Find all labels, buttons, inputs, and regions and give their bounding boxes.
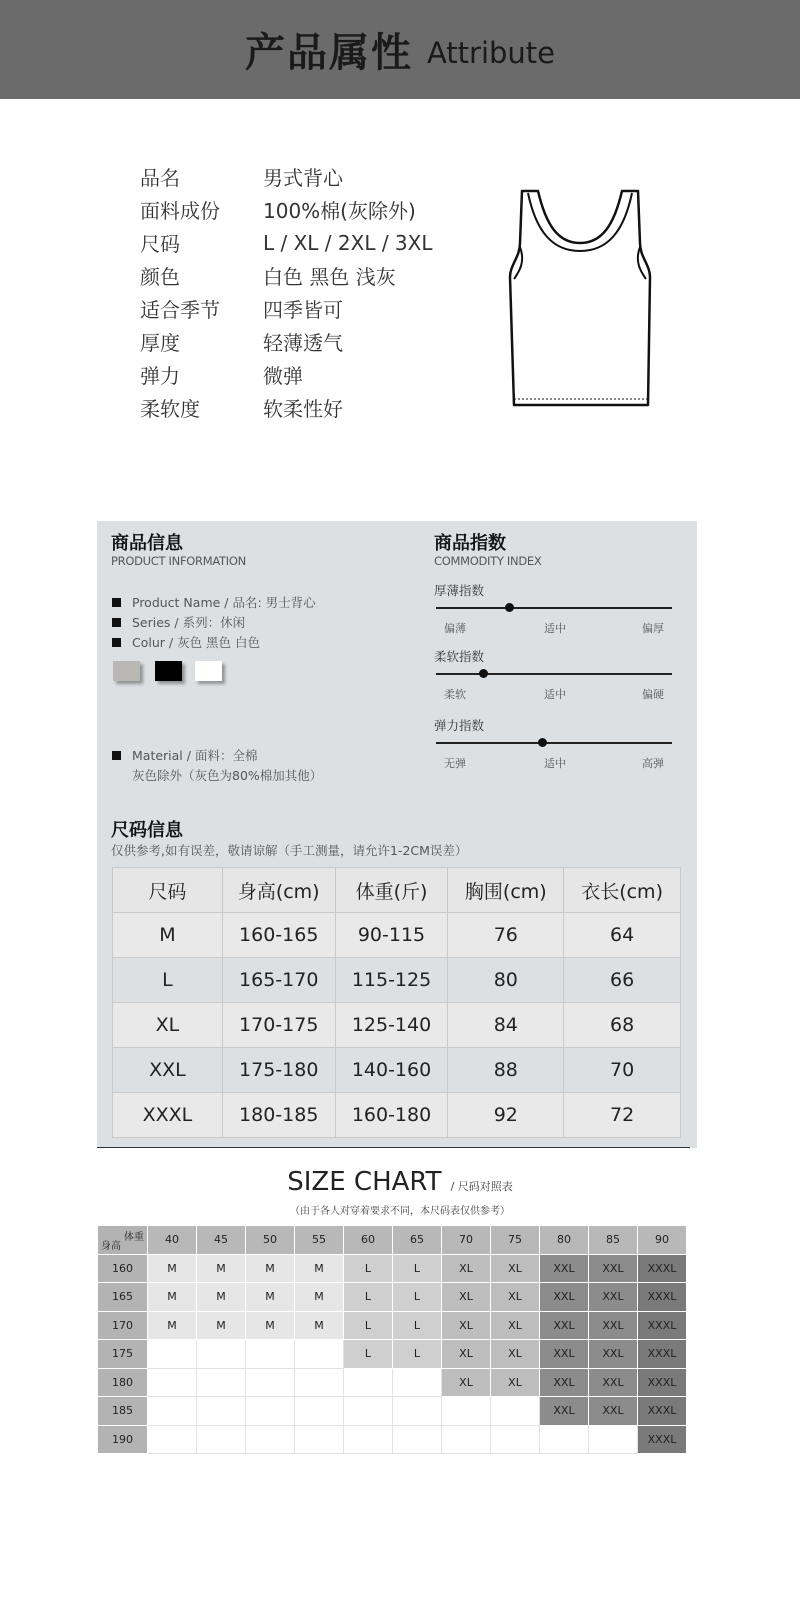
size-info-table xyxy=(112,867,681,1138)
size-chart-cell: XXL xyxy=(540,1368,589,1397)
bullet-square xyxy=(112,598,121,607)
bullet-square xyxy=(112,638,121,647)
size-chart-cell: M xyxy=(197,1311,246,1340)
size-table-row xyxy=(113,958,681,1003)
weight-header: 50 xyxy=(246,1226,295,1255)
size-chart-cell: M xyxy=(246,1254,295,1283)
swatch-white xyxy=(195,661,222,681)
size-chart-cell: XL xyxy=(442,1254,491,1283)
size-chart-cell: L xyxy=(393,1254,442,1283)
size-chart-cell xyxy=(246,1340,295,1369)
size-table-cell: 160-165 xyxy=(222,913,335,958)
size-table-cell: XL xyxy=(113,1003,223,1048)
index-level-marker xyxy=(479,669,488,678)
height-header: 185 xyxy=(98,1397,148,1426)
bullet-square xyxy=(112,618,121,627)
size-chart-cell: XXXL xyxy=(638,1311,687,1340)
size-chart-cell xyxy=(393,1368,442,1397)
size-chart-cell: XL xyxy=(491,1283,540,1312)
size-chart-cell: M xyxy=(295,1311,344,1340)
product-info-title: 商品信息 xyxy=(111,533,183,554)
corner-weight-label: 体重 xyxy=(124,1232,144,1243)
size-chart-cell: XXXL xyxy=(638,1397,687,1426)
index-scale-label: 偏硬 xyxy=(642,688,664,701)
size-table-cell: 92 xyxy=(448,1093,564,1138)
index-scale-line xyxy=(436,673,672,675)
size-table-header: 胸围(cm) xyxy=(448,868,564,913)
size-info-note: 仅供参考,如有误差，敬请谅解（手工测量，请允许1-2CM误差） xyxy=(111,843,468,858)
size-chart-cell: XL xyxy=(491,1311,540,1340)
size-chart-cell: L xyxy=(393,1283,442,1312)
size-chart-cell: L xyxy=(344,1340,393,1369)
size-chart-cell: XXL xyxy=(589,1368,638,1397)
product-name-item xyxy=(112,593,316,611)
size-table-cell: 72 xyxy=(564,1093,681,1138)
size-chart-cell: M xyxy=(295,1254,344,1283)
size-table-cell: XXXL xyxy=(113,1093,223,1138)
attribute-list xyxy=(140,160,480,424)
header-title-cn: 产品属性 xyxy=(244,30,413,76)
size-chart-cell xyxy=(197,1397,246,1426)
size-table-cell: M xyxy=(113,913,223,958)
attribute-row xyxy=(140,226,480,259)
size-table-cell: 80 xyxy=(448,958,564,1003)
size-chart-cell xyxy=(295,1425,344,1454)
index-scale-label: 偏厚 xyxy=(642,622,664,635)
index-name: 弹力指数 xyxy=(434,718,485,733)
commodity-index-subtitle: COMMODITY INDEX xyxy=(434,554,542,568)
size-table-row xyxy=(113,1048,681,1093)
weight-header: 40 xyxy=(148,1226,197,1255)
size-chart-cell xyxy=(393,1425,442,1454)
size-chart-cell xyxy=(295,1340,344,1369)
size-table-cell: 140-160 xyxy=(335,1048,448,1093)
size-chart-cell: XXL xyxy=(589,1397,638,1426)
swatch-black xyxy=(155,661,182,681)
weight-header: 80 xyxy=(540,1226,589,1255)
attribute-value: 四季皆可 xyxy=(263,298,343,322)
size-chart-cell: XXXL xyxy=(638,1425,687,1454)
size-table-row xyxy=(113,1093,681,1138)
size-chart-cell xyxy=(344,1397,393,1426)
size-chart-cell: XXXL xyxy=(638,1368,687,1397)
size-chart-cell: M xyxy=(148,1254,197,1283)
size-chart-grid xyxy=(97,1225,687,1454)
attribute-value: 轻薄透气 xyxy=(263,331,343,355)
size-table-header: 体重(斤) xyxy=(335,868,448,913)
size-table-header: 衣长(cm) xyxy=(564,868,681,913)
size-chart-cell: XL xyxy=(442,1311,491,1340)
attribute-label: 颜色 xyxy=(140,265,180,289)
size-chart-cell: M xyxy=(246,1311,295,1340)
size-chart-cell xyxy=(491,1425,540,1454)
size-chart-cell: L xyxy=(344,1254,393,1283)
size-chart-cell xyxy=(246,1368,295,1397)
size-table-cell: 68 xyxy=(564,1003,681,1048)
size-chart-cell: XXL xyxy=(589,1283,638,1312)
size-chart-cell xyxy=(589,1425,638,1454)
size-table-cell: 88 xyxy=(448,1048,564,1093)
height-header: 190 xyxy=(98,1425,148,1454)
size-table-cell: 66 xyxy=(564,958,681,1003)
size-chart-cell: XXL xyxy=(540,1254,589,1283)
index-scale-label: 适中 xyxy=(544,688,566,701)
tank-top-illustration xyxy=(490,185,670,415)
attribute-value: 软柔性好 xyxy=(263,397,343,421)
size-chart-row xyxy=(98,1254,687,1283)
size-chart-cell: XL xyxy=(491,1340,540,1369)
attribute-value: 男式背心 xyxy=(263,166,343,190)
size-chart-subtitle: / 尺码对照表 xyxy=(450,1180,513,1193)
size-chart-note: （由于各人对穿着要求不同，本尺码表仅供参考） xyxy=(290,1206,510,1217)
index-scale-label: 柔软 xyxy=(444,688,466,701)
height-header: 160 xyxy=(98,1254,148,1283)
size-chart-cell xyxy=(148,1340,197,1369)
size-chart-cell: XL xyxy=(491,1368,540,1397)
size-table-row xyxy=(113,913,681,958)
size-table-row xyxy=(113,1003,681,1048)
size-chart-cell: XL xyxy=(442,1283,491,1312)
height-header: 175 xyxy=(98,1340,148,1369)
attribute-value: 100%棉(灰除外) xyxy=(263,199,416,223)
attribute-row xyxy=(140,160,480,193)
size-chart-row xyxy=(98,1340,687,1369)
size-chart-cell: XXXL xyxy=(638,1254,687,1283)
corner-height-label: 身高 xyxy=(101,1240,121,1252)
size-chart-cell: M xyxy=(246,1283,295,1312)
size-chart-cell xyxy=(491,1397,540,1426)
size-chart-cell: XXXL xyxy=(638,1283,687,1312)
size-table-cell: 180-185 xyxy=(222,1093,335,1138)
height-header: 180 xyxy=(98,1368,148,1397)
size-chart-cell xyxy=(344,1368,393,1397)
size-table-cell: 90-115 xyxy=(335,913,448,958)
size-chart-cell xyxy=(148,1368,197,1397)
size-table-cell: 76 xyxy=(448,913,564,958)
size-chart-cell xyxy=(540,1425,589,1454)
index-level-marker xyxy=(538,738,547,747)
size-table-cell: 115-125 xyxy=(335,958,448,1003)
size-chart-cell: L xyxy=(344,1311,393,1340)
size-table-cell: 160-180 xyxy=(335,1093,448,1138)
size-table-header-row xyxy=(113,868,681,913)
weight-header: 70 xyxy=(442,1226,491,1255)
size-info-title: 尺码信息 xyxy=(111,820,183,841)
product-material-text: Material / 面料：全棉 xyxy=(132,748,258,763)
size-chart-cell: XXXL xyxy=(638,1340,687,1369)
weight-header: 85 xyxy=(589,1226,638,1255)
size-table-cell: 84 xyxy=(448,1003,564,1048)
weight-header: 60 xyxy=(344,1226,393,1255)
attribute-label: 尺码 xyxy=(140,232,180,256)
size-chart-cell: XL xyxy=(491,1254,540,1283)
size-table-header: 尺码 xyxy=(113,868,223,913)
index-name: 厚薄指数 xyxy=(434,583,485,598)
size-table-cell: 125-140 xyxy=(335,1003,448,1048)
index-level-marker xyxy=(505,603,514,612)
size-chart-row xyxy=(98,1283,687,1312)
size-chart-cell xyxy=(295,1368,344,1397)
size-chart-cell xyxy=(148,1425,197,1454)
bullet-square xyxy=(112,751,121,760)
size-chart-cell: XL xyxy=(442,1368,491,1397)
attribute-label: 面料成份 xyxy=(140,199,220,223)
size-chart-cell xyxy=(393,1397,442,1426)
attribute-label: 适合季节 xyxy=(140,298,220,322)
product-name-text: Product Name / 品名: 男士背心 xyxy=(132,595,316,610)
size-chart-cell: XL xyxy=(442,1340,491,1369)
size-chart-cell xyxy=(246,1425,295,1454)
attribute-label: 品名 xyxy=(140,166,180,190)
index-scale-label: 偏薄 xyxy=(444,622,466,635)
size-chart-row xyxy=(98,1397,687,1426)
size-chart-cell: XXL xyxy=(540,1340,589,1369)
attribute-label: 柔软度 xyxy=(140,397,200,421)
attribute-row xyxy=(140,325,480,358)
product-series-text: Series / 系列：休闲 xyxy=(132,615,246,630)
size-chart-heading xyxy=(0,1167,800,1197)
index-name: 柔软指数 xyxy=(434,649,485,664)
swatch-grey xyxy=(113,661,140,681)
attribute-row xyxy=(140,193,480,226)
height-header: 170 xyxy=(98,1311,148,1340)
index-scale-label: 适中 xyxy=(544,757,566,770)
product-colour-item xyxy=(112,633,260,651)
size-chart-cell xyxy=(197,1425,246,1454)
size-chart-cell: XXL xyxy=(540,1397,589,1426)
size-chart-row xyxy=(98,1368,687,1397)
commodity-index-title: 商品指数 xyxy=(434,533,506,554)
size-table-cell: 175-180 xyxy=(222,1048,335,1093)
size-chart-cell: XXL xyxy=(540,1283,589,1312)
attribute-label: 弹力 xyxy=(140,364,180,388)
size-table-cell: 64 xyxy=(564,913,681,958)
size-chart-cell: L xyxy=(344,1283,393,1312)
material-note: 灰色除外（灰色为80%棉加其他） xyxy=(132,768,323,783)
size-chart-title: SIZE CHART xyxy=(287,1167,442,1197)
size-table-cell: 170-175 xyxy=(222,1003,335,1048)
attribute-value: L / XL / 2XL / 3XL xyxy=(263,230,433,255)
size-chart-cell xyxy=(197,1368,246,1397)
panel-divider xyxy=(97,1147,690,1148)
weight-header: 65 xyxy=(393,1226,442,1255)
size-chart-row xyxy=(98,1311,687,1340)
size-chart-corner xyxy=(98,1226,148,1255)
size-chart-cell xyxy=(442,1425,491,1454)
product-info-panel xyxy=(97,521,697,1148)
index-scale-label: 高弹 xyxy=(642,757,664,770)
product-colour-text: Colur / 灰色 黑色 白色 xyxy=(132,635,261,650)
size-chart-cell xyxy=(295,1397,344,1426)
index-scale-label: 适中 xyxy=(544,622,566,635)
size-chart-cell: XXL xyxy=(540,1311,589,1340)
size-chart-cell xyxy=(246,1397,295,1426)
weight-header: 45 xyxy=(197,1226,246,1255)
size-chart-cell: L xyxy=(393,1340,442,1369)
size-chart-cell: M xyxy=(197,1283,246,1312)
product-series-item xyxy=(112,613,245,631)
product-info-subtitle: PRODUCT INFORMATION xyxy=(111,554,246,568)
size-chart-cell: M xyxy=(295,1283,344,1312)
size-chart-cell xyxy=(197,1340,246,1369)
attribute-row xyxy=(140,292,480,325)
attribute-value: 微弹 xyxy=(263,364,303,388)
size-chart-cell: L xyxy=(393,1311,442,1340)
size-chart-cell: XXL xyxy=(589,1340,638,1369)
size-chart-cell xyxy=(344,1425,393,1454)
attribute-value: 白色 黑色 浅灰 xyxy=(263,265,396,289)
size-chart-cell: M xyxy=(148,1283,197,1312)
size-chart-cell: XXL xyxy=(589,1254,638,1283)
size-chart-cell: M xyxy=(197,1254,246,1283)
index-scale-line xyxy=(436,607,672,609)
size-table-cell: L xyxy=(113,958,223,1003)
size-chart-cell xyxy=(148,1397,197,1426)
weight-header: 75 xyxy=(491,1226,540,1255)
index-scale-label: 无弹 xyxy=(444,757,466,770)
size-chart-cell xyxy=(442,1397,491,1426)
weight-header: 90 xyxy=(638,1226,687,1255)
attribute-label: 厚度 xyxy=(140,331,180,355)
size-chart-row xyxy=(98,1425,687,1454)
height-header: 165 xyxy=(98,1283,148,1312)
size-table-cell: XXL xyxy=(113,1048,223,1093)
header-title-en: Attribute xyxy=(426,35,556,70)
size-chart-header-row xyxy=(98,1226,687,1255)
size-table-cell: 165-170 xyxy=(222,958,335,1003)
index-scale-line xyxy=(436,742,672,744)
size-chart-cell: M xyxy=(148,1311,197,1340)
attribute-row xyxy=(140,259,480,292)
size-table-cell: 70 xyxy=(564,1048,681,1093)
product-material-item xyxy=(112,746,257,764)
weight-header: 55 xyxy=(295,1226,344,1255)
size-table-header: 身高(cm) xyxy=(222,868,335,913)
attribute-row xyxy=(140,391,480,424)
attribute-header xyxy=(0,0,800,99)
attribute-row xyxy=(140,358,480,391)
size-chart-cell: XXL xyxy=(589,1311,638,1340)
